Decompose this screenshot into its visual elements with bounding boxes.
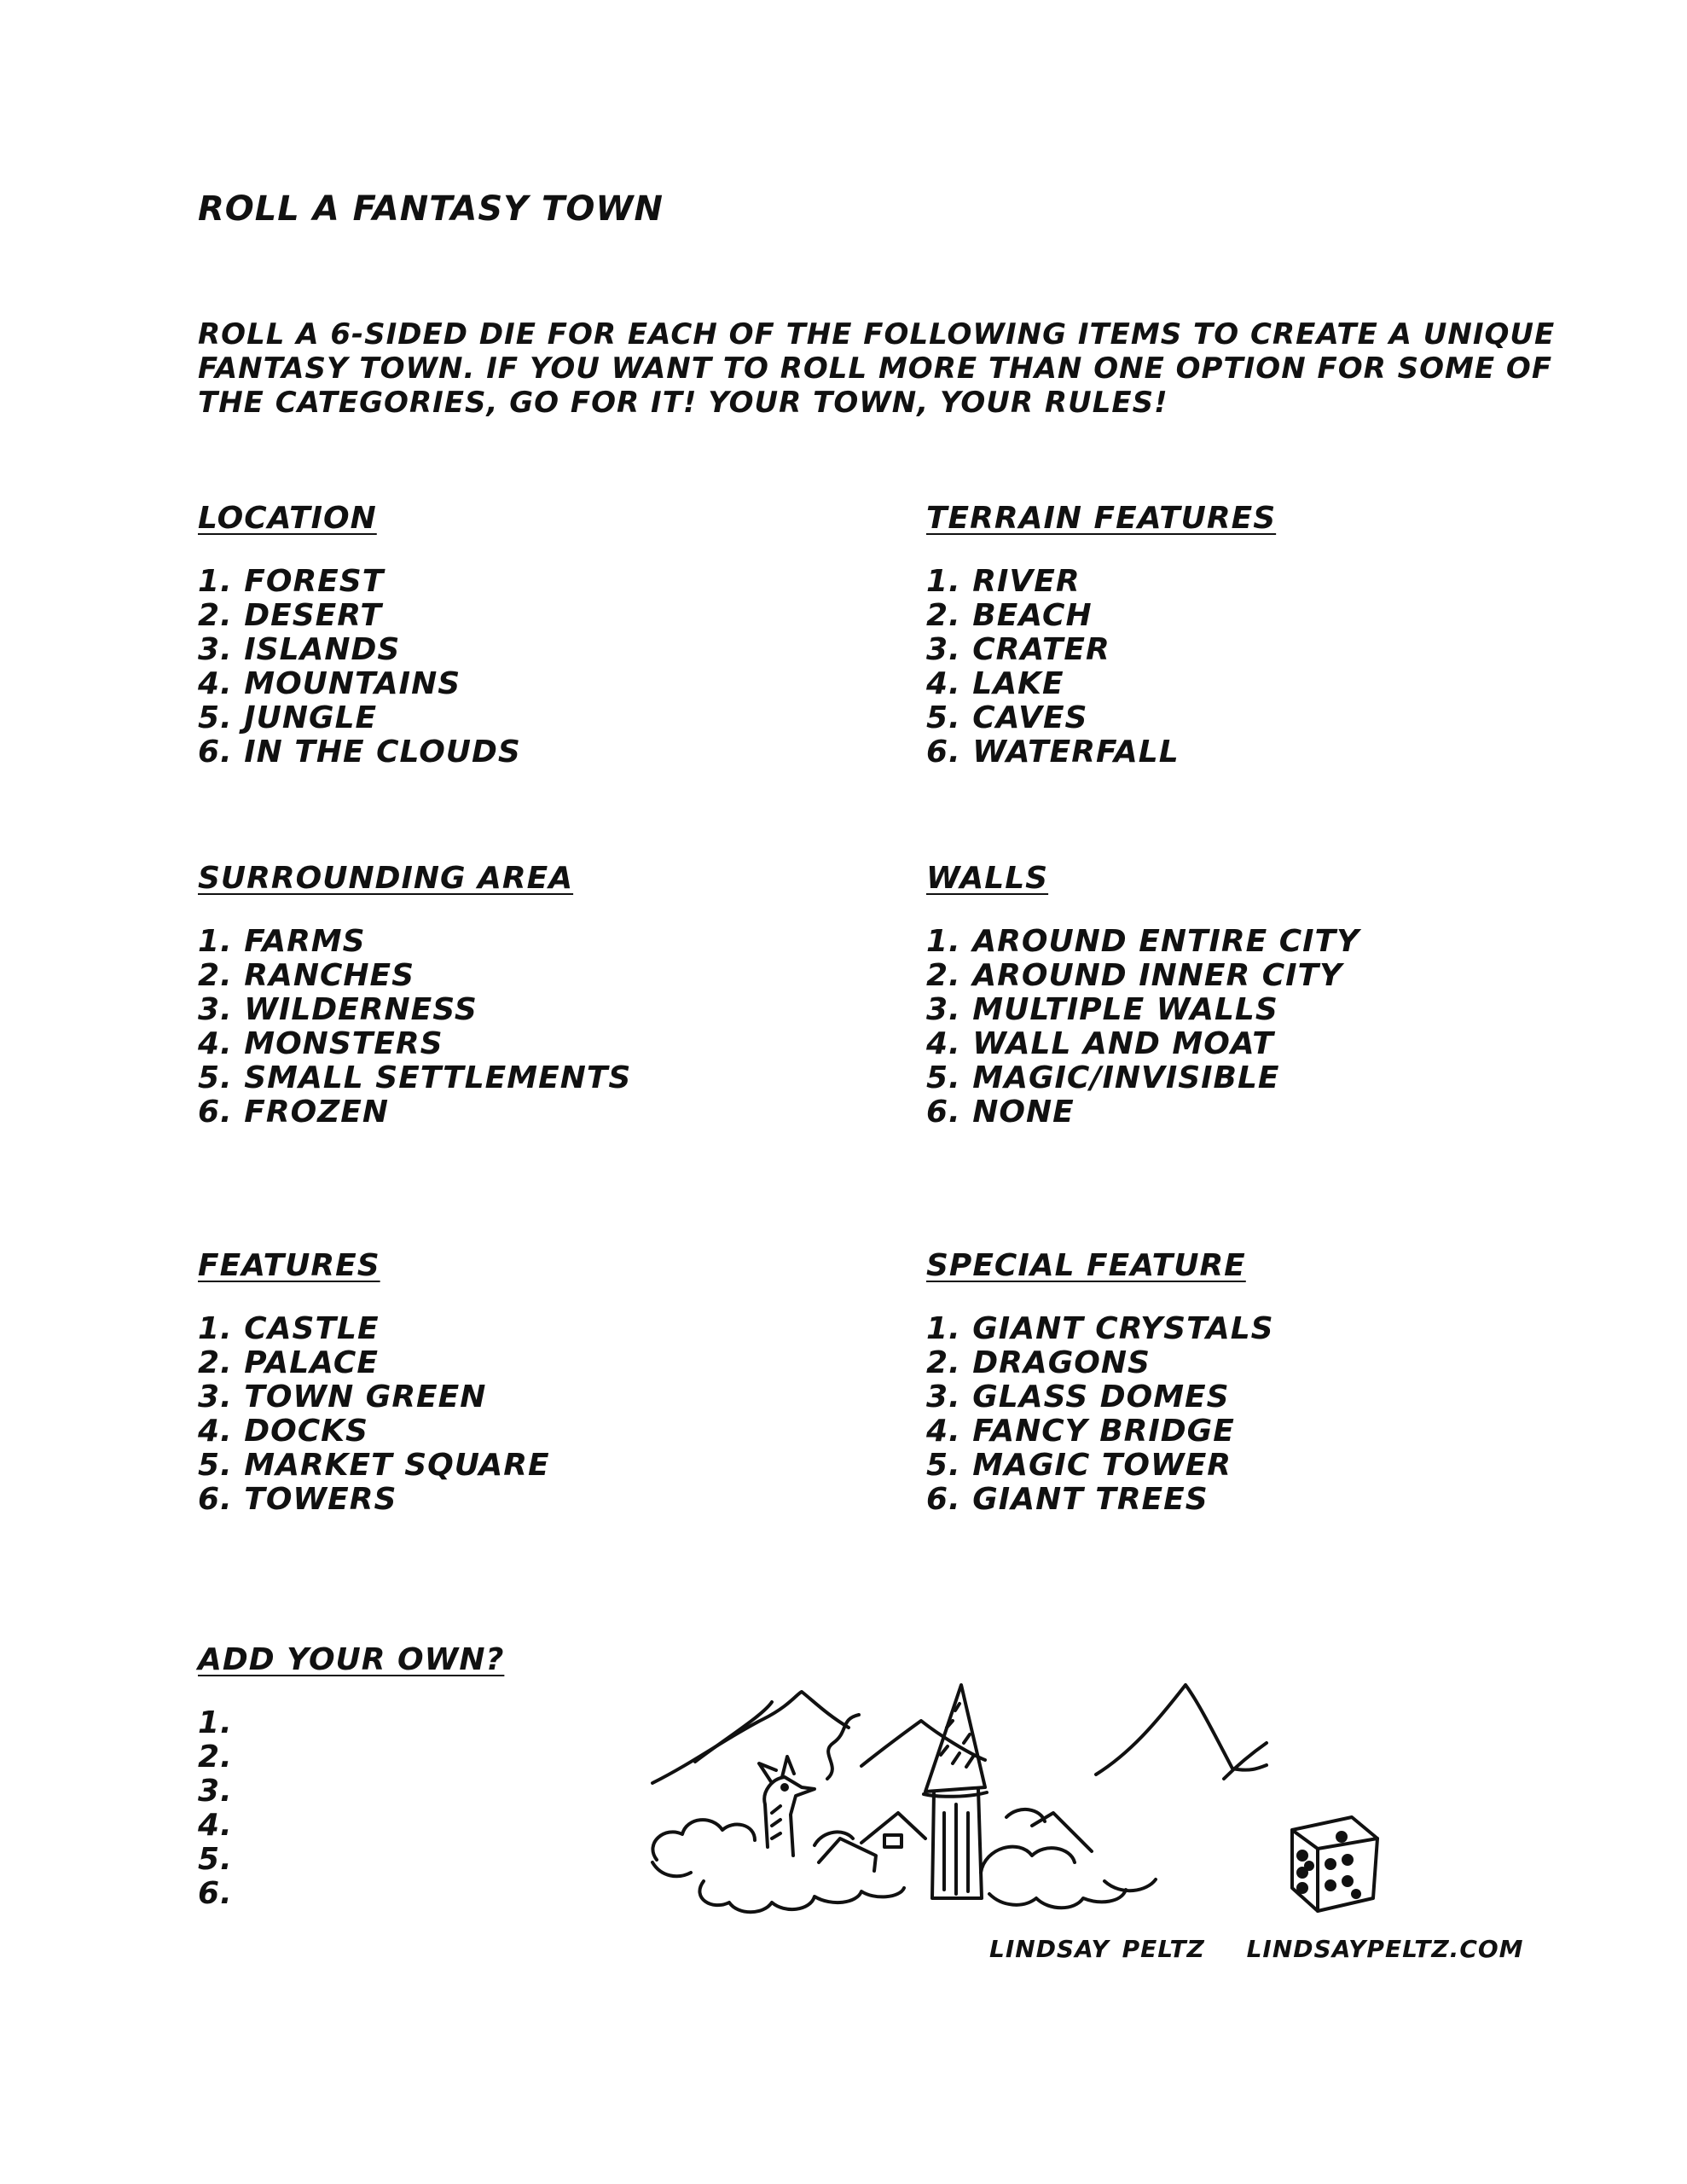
list-item: 4. [198, 1808, 233, 1843]
list-item: 2. [198, 1740, 233, 1774]
list-item: 6. GIANT TREES [926, 1482, 1209, 1517]
list-item: 5. SMALL SETTLEMENTS [198, 1060, 632, 1095]
list-item: 2. AROUND INNER CITY [926, 958, 1343, 993]
option-list [198, 565, 846, 770]
list-item: 5. MAGIC TOWER [926, 1448, 1232, 1483]
intro-line: ROLL A 6-SIDED DIE FOR EACH OF THE FOLLOWING ITEMS TO CREATE A UNIQUE [198, 317, 1556, 351]
list-item: 6. FROZEN [198, 1095, 389, 1130]
page-title: ROLL A FANTASY TOWN [198, 189, 664, 229]
list-item: 6. TOWERS [198, 1482, 397, 1517]
intro-text [198, 317, 1556, 420]
section-heading: LOCATION [198, 501, 377, 536]
section-heading: ADD YOUR OWN? [198, 1642, 505, 1677]
die-icon [1292, 1817, 1377, 1911]
list-item: 4. WALL AND MOAT [926, 1026, 1274, 1061]
option-list [926, 1312, 1574, 1517]
list-item: 6. IN THE CLOUDS [198, 735, 521, 770]
list-item: 5. JUNGLE [198, 700, 378, 735]
list-item: 4. FANCY BRIDGE [926, 1414, 1235, 1449]
list-item: 3. CRATER [926, 632, 1110, 667]
list-item: 1. FARMS [198, 924, 366, 959]
website-link[interactable]: LINDSAYPELTZ.COM [1246, 1935, 1524, 1963]
list-item: 6. NONE [926, 1095, 1075, 1130]
option-list [198, 925, 846, 1130]
list-item: 6. WATERFALL [926, 735, 1180, 770]
list-item: 3. ISLANDS [198, 632, 401, 667]
list-item: 3. MULTIPLE WALLS [926, 992, 1278, 1027]
list-item: 1. FOREST [198, 564, 385, 599]
list-item: 1. CASTLE [198, 1311, 380, 1346]
list-item: 2. DESERT [198, 598, 382, 633]
option-list [198, 1312, 846, 1517]
list-item: 2. RANCHES [198, 958, 415, 993]
intro-line: THE CATEGORIES, GO FOR IT! YOUR TOWN, YOUR RULES! [198, 386, 1168, 420]
mountains [652, 1685, 1267, 1783]
list-item: 5. CAVES [926, 700, 1088, 735]
list-item: 3. [198, 1774, 233, 1809]
clouds [652, 1809, 1156, 1912]
list-item: 2. DRAGONS [926, 1345, 1151, 1380]
list-item: 6. [198, 1876, 233, 1911]
list-item: 2. BEACH [926, 598, 1093, 633]
tower [924, 1685, 987, 1898]
fantasy-town-illustration [644, 1668, 1497, 1924]
section-heading: SURROUNDING AREA [198, 861, 574, 896]
list-item: 3. GLASS DOMES [926, 1380, 1230, 1414]
list-item: 4. MONSTERS [198, 1026, 443, 1061]
list-item: 5. [198, 1842, 233, 1877]
section-terrain-features [926, 500, 1574, 770]
section-features [198, 1247, 846, 1517]
section-heading: TERRAIN FEATURES [926, 501, 1277, 536]
list-item: 5. MAGIC/INVISIBLE [926, 1060, 1280, 1095]
list-item: 4. LAKE [926, 666, 1064, 701]
list-item: 3. TOWN GREEN [198, 1380, 487, 1414]
list-item: 1. AROUND ENTIRE CITY [926, 924, 1360, 959]
section-heading: FEATURES [198, 1248, 380, 1283]
option-list [198, 1706, 590, 1911]
section-location [198, 500, 846, 770]
list-item: 4. DOCKS [198, 1414, 368, 1449]
section-heading: WALLS [926, 861, 1049, 896]
section-special-feature [926, 1247, 1574, 1517]
list-item: 4. MOUNTAINS [198, 666, 461, 701]
intro-line: FANTASY TOWN. IF YOU WANT TO ROLL MORE THAN ONE OPTION FOR SOME OF [198, 351, 1553, 386]
section-heading: SPECIAL FEATURE [926, 1248, 1246, 1283]
section-walls [926, 860, 1574, 1130]
option-list [926, 925, 1574, 1130]
list-item: 1. GIANT CRYSTALS [926, 1311, 1274, 1346]
section-add-your-own [198, 1641, 590, 1911]
list-item: 2. PALACE [198, 1345, 379, 1380]
author-name: LINDSAY PELTZ [989, 1935, 1205, 1963]
option-list [926, 565, 1574, 770]
list-item: 1. RIVER [926, 564, 1081, 599]
section-surrounding-area [198, 860, 846, 1130]
list-item: 3. WILDERNESS [198, 992, 478, 1027]
list-item: 1. [198, 1705, 233, 1740]
list-item: 5. MARKET SQUARE [198, 1448, 550, 1483]
credit-line [989, 1935, 1524, 1963]
